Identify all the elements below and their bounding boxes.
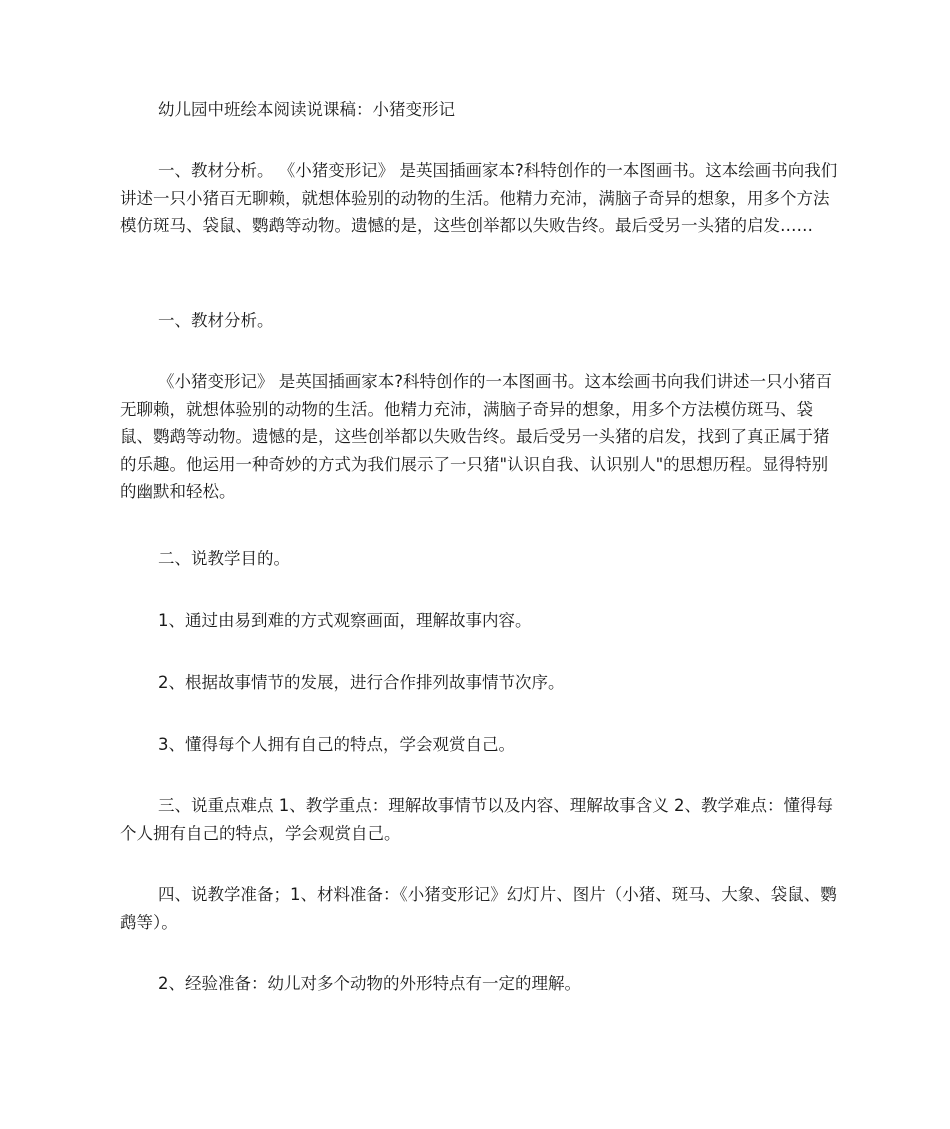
goal-item-2: 2、根据故事情节的发展，进行合作排列故事情节次序。	[158, 673, 565, 692]
goal-item-1: 1、通过由易到难的方式观察画面，理解故事内容。	[158, 611, 532, 630]
paragraph-materials: 四、说教学准备；1、材料准备：《小猪变形记》幻灯片、图片（小猪、斑马、大象、袋鼠、鹦鹉等）。	[120, 885, 837, 932]
paragraph-experience: 2、经验准备：幼儿对多个动物的外形特点有一定的理解。	[158, 974, 581, 993]
paragraph-textbook-analysis: 《小猪变形记》 是英国插画家本?科特创作的一本图画书。这本绘画书向我们讲述一只小猪百无聊赖，就想体验别的动物的生活。他精力充沛，满脑子奇异的想象，用多个方法模仿斑马、袋鼠、鹦鹉等动物。遗憾的是，这些创举都以失败告终。最后受另一头猪的启发，找到了真正属于猪的乐趣。他运用一种奇妙的方式为我们展示了一只猪"认识自我、认识别人"的思想历程。显得特别的幽默和轻松。	[120, 372, 833, 501]
paragraph-textbook-analysis-summary: 一、教材分析。 《小猪变形记》 是英国插画家本?科特创作的一本图画书。这本绘画书向我们讲述一只小猪百无聊赖，就想体验别的动物的生活。他精力充沛，满脑子奇异的想象，用多个方法模仿斑马、袋鼠、鹦鹉等动物。遗憾的是，这些创举都以失败告终。最后受另一头猪的启发……	[120, 161, 838, 235]
document-title: 幼儿园中班绘本阅读说课稿：小猪变形记	[158, 100, 455, 119]
heading-teaching-goals: 二、说教学目的。	[158, 549, 290, 568]
heading-textbook-analysis: 一、教材分析。	[158, 311, 274, 330]
paragraph-key-points: 三、说重点难点 1、教学重点：理解故事情节以及内容、理解故事含义 2、教学难点：懂得每个人拥有自己的特点，学会观赏自己。	[120, 796, 833, 843]
goal-item-3: 3、懂得每个人拥有自己的特点，学会观赏自己。	[158, 735, 515, 754]
